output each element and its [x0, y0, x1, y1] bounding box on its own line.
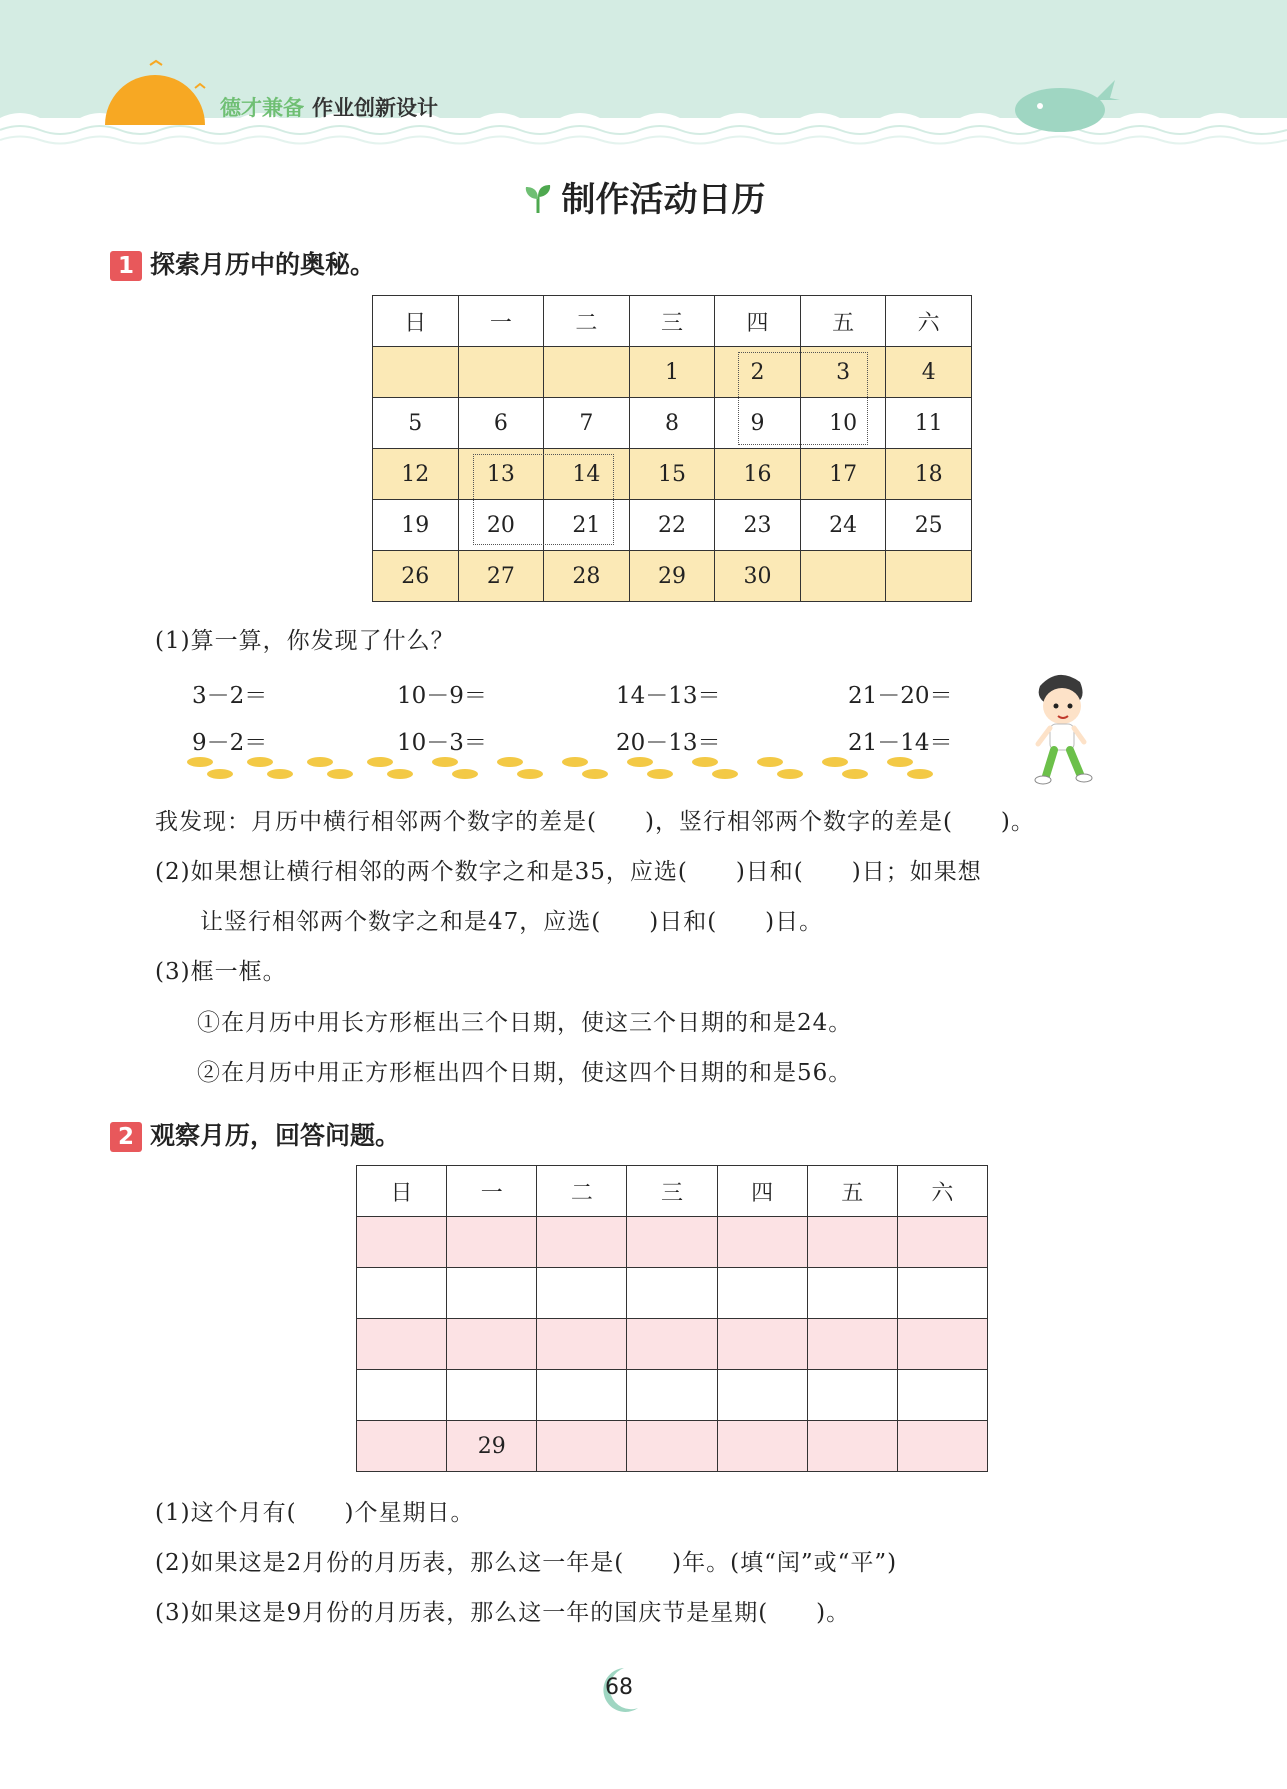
- weekday-cell: 一: [447, 1166, 537, 1217]
- date-cell: [897, 1268, 987, 1319]
- sprout-icon: [522, 183, 554, 215]
- date-cell: [447, 1370, 537, 1421]
- date-cell: 29: [629, 551, 715, 602]
- section2-q2: (2)如果这是2月份的月历表，那么这一年是( )年。(填“闰”或“平”): [155, 1550, 898, 1576]
- date-cell: 25: [886, 500, 972, 551]
- date-cell: [447, 1217, 537, 1268]
- equation: 21－14＝: [848, 730, 953, 756]
- section1-q3-a: ①在月历中用长方形框出三个日期，使这三个日期的和是24。: [197, 1010, 853, 1036]
- weekday-cell: 五: [800, 296, 886, 347]
- date-cell: [897, 1370, 987, 1421]
- page-title: [0, 172, 1287, 221]
- date-cell: [627, 1421, 717, 1472]
- date-cell: 1: [629, 347, 715, 398]
- date-cell: 26: [373, 551, 459, 602]
- week-row: [357, 1268, 988, 1319]
- date-cell: 18: [886, 449, 972, 500]
- date-cell: 13: [458, 449, 544, 500]
- date-cell: [537, 1268, 627, 1319]
- weekday-cell: 三: [627, 1166, 717, 1217]
- date-cell: [717, 1217, 807, 1268]
- weekday-row: [373, 296, 972, 347]
- date-cell: [537, 1217, 627, 1268]
- week-row: [357, 1217, 988, 1268]
- date-cell: [357, 1421, 447, 1472]
- date-cell: [373, 347, 459, 398]
- date-cell: [807, 1268, 897, 1319]
- date-cell: [897, 1421, 987, 1472]
- equation: 21－20＝: [848, 683, 953, 709]
- section1-discover: 我发现：月历中横行相邻两个数字的差是( )，竖行相邻两个数字的差是( )。: [155, 809, 1035, 835]
- calendar-table-1: [372, 295, 972, 602]
- date-cell: 7: [544, 398, 630, 449]
- section1-heading-text: 探索月历中的奥秘。: [150, 250, 376, 279]
- dotted-square-frame-13-14-20-21: [473, 454, 614, 545]
- date-cell: 14: [544, 449, 630, 500]
- date-cell: 27: [458, 551, 544, 602]
- date-cell: 19: [373, 500, 459, 551]
- weekday-cell: 六: [886, 296, 972, 347]
- section2-badge: 2: [110, 1122, 142, 1152]
- brand-banner: [220, 92, 438, 122]
- date-cell: 20: [458, 500, 544, 551]
- date-cell: [897, 1319, 987, 1370]
- date-cell: [807, 1421, 897, 1472]
- date-cell: [717, 1421, 807, 1472]
- weekday-cell: 四: [717, 1166, 807, 1217]
- date-cell: 4: [886, 347, 972, 398]
- date-cell: [717, 1370, 807, 1421]
- week-row: [373, 551, 972, 602]
- page-header: [0, 0, 1287, 150]
- date-cell: [886, 551, 972, 602]
- equation: 14－13＝: [616, 683, 721, 709]
- date-cell: 16: [715, 449, 801, 500]
- section2-q1: (1)这个月有( )个星期日。: [155, 1500, 475, 1526]
- calendar-table-2: [356, 1165, 988, 1472]
- dotted-square-frame-2-3-9-10: [738, 352, 868, 445]
- section2-q3: (3)如果这是9月份的月历表，那么这一年的国庆节是星期( )。: [155, 1600, 851, 1626]
- date-cell: [447, 1268, 537, 1319]
- date-cell: 3: [800, 347, 886, 398]
- date-cell: [357, 1370, 447, 1421]
- date-cell: [537, 1421, 627, 1472]
- date-cell: [627, 1319, 717, 1370]
- date-cell: 23: [715, 500, 801, 551]
- week-row: [373, 500, 972, 551]
- weekday-cell: 二: [544, 296, 630, 347]
- date-cell: [807, 1319, 897, 1370]
- date-cell: 11: [886, 398, 972, 449]
- date-cell: [717, 1319, 807, 1370]
- brand-green-text: 德才兼备: [220, 96, 304, 120]
- date-cell: 5: [373, 398, 459, 449]
- week-row: [373, 347, 972, 398]
- section1-q2-line1: (2)如果想让横行相邻的两个数字之和是35，应选( )日和( )日；如果想: [155, 859, 982, 885]
- week-row: [357, 1319, 988, 1370]
- date-cell: [537, 1370, 627, 1421]
- date-cell: 6: [458, 398, 544, 449]
- section1-q1: (1)算一算，你发现了什么？: [155, 628, 455, 654]
- date-cell: 17: [800, 449, 886, 500]
- date-cell: [807, 1370, 897, 1421]
- date-cell: [800, 551, 886, 602]
- equation: 3－2＝: [192, 683, 268, 709]
- date-cell: 12: [373, 449, 459, 500]
- weekday-cell: 四: [715, 296, 801, 347]
- date-cell: [807, 1217, 897, 1268]
- date-cell: [458, 347, 544, 398]
- date-cell: [357, 1268, 447, 1319]
- section1-q3: (3)框一框。: [155, 959, 287, 985]
- weekday-cell: 日: [373, 296, 459, 347]
- equation: 9－2＝: [192, 730, 268, 756]
- date-cell: 10: [800, 398, 886, 449]
- date-cell: [627, 1370, 717, 1421]
- date-cell: [627, 1268, 717, 1319]
- brand-dark-text: 作业创新设计: [312, 96, 438, 120]
- date-cell: [544, 347, 630, 398]
- equation: 10－3＝: [397, 730, 487, 756]
- date-cell: [357, 1319, 447, 1370]
- weekday-cell: 一: [458, 296, 544, 347]
- section1-q3-b: ②在月历中用正方形框出四个日期，使这四个日期的和是56。: [197, 1060, 853, 1086]
- page-number: 68: [605, 1675, 633, 1700]
- title-text: 制作活动日历: [561, 180, 766, 220]
- date-cell: 8: [629, 398, 715, 449]
- section1-badge: 1: [110, 251, 142, 281]
- section1-q2-line2: 让竖行相邻两个数字之和是47，应选( )日和( )日。: [200, 909, 824, 935]
- date-cell: 24: [800, 500, 886, 551]
- date-cell: 21: [544, 500, 630, 551]
- equation: 10－9＝: [397, 683, 487, 709]
- date-cell: 28: [544, 551, 630, 602]
- weekday-cell: 五: [807, 1166, 897, 1217]
- date-cell: [897, 1217, 987, 1268]
- weekday-cell: 六: [897, 1166, 987, 1217]
- equation: 20－13＝: [616, 730, 721, 756]
- date-cell: 22: [629, 500, 715, 551]
- weekday-row: [357, 1166, 988, 1217]
- footprints-decoration: [185, 712, 985, 782]
- walking-boy-icon: [1028, 668, 1098, 786]
- week-row: [357, 1421, 988, 1472]
- date-cell: 2: [715, 347, 801, 398]
- date-cell: 29: [447, 1421, 537, 1472]
- weekday-cell: 日: [357, 1166, 447, 1217]
- date-cell: 9: [715, 398, 801, 449]
- section2-heading-text: 观察月历，回答问题。: [150, 1121, 401, 1150]
- date-cell: [717, 1268, 807, 1319]
- week-row: [373, 398, 972, 449]
- date-cell: [537, 1319, 627, 1370]
- weekday-cell: 三: [629, 296, 715, 347]
- date-cell: [447, 1319, 537, 1370]
- section1-heading: [110, 245, 375, 281]
- week-row: [357, 1370, 988, 1421]
- header-wave-background: [0, 0, 1287, 150]
- section2-heading: [110, 1116, 400, 1152]
- date-cell: [627, 1217, 717, 1268]
- date-cell: 15: [629, 449, 715, 500]
- weekday-cell: 二: [537, 1166, 627, 1217]
- date-cell: [357, 1217, 447, 1268]
- week-row: [373, 449, 972, 500]
- date-cell: 30: [715, 551, 801, 602]
